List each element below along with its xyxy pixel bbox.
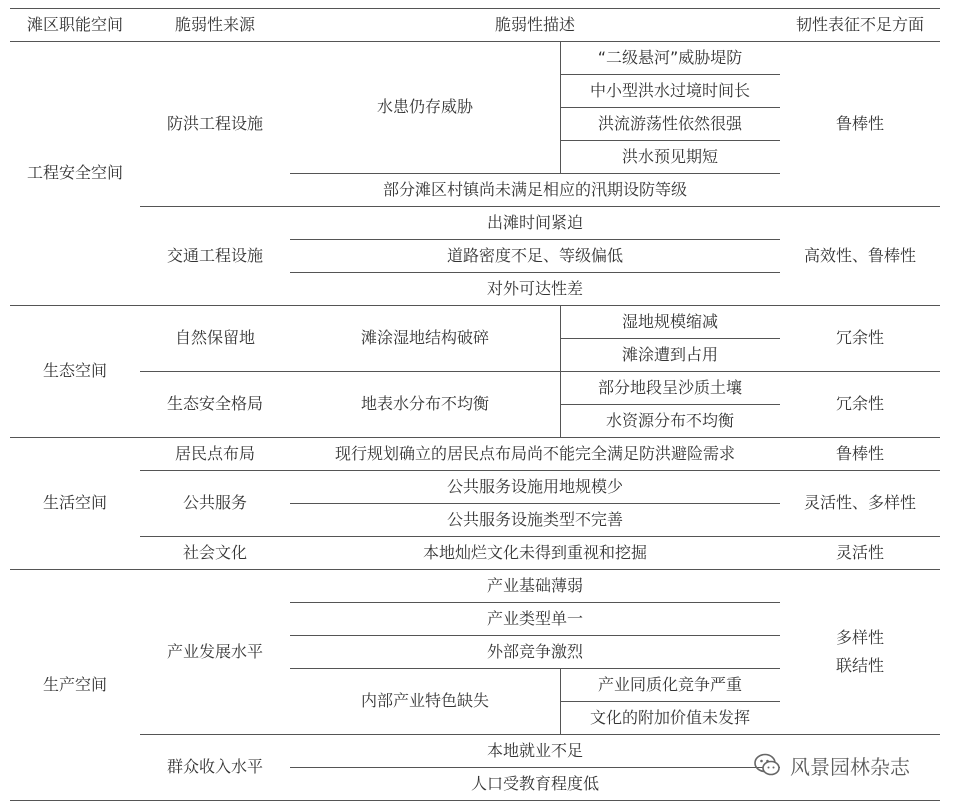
table-cell-res-robust-1: 鲁棒性 [835,113,884,133]
table-rule-h [140,371,940,372]
header-cell-h-source: 脆弱性来源 [174,14,255,34]
table-rule-h [140,734,940,735]
table-cell-d-forecast: 洪水预见期短 [621,146,718,166]
table-cell-src-culture: 社会文化 [182,542,247,562]
table-rule-h [10,569,940,570]
table-cell-res-robust-2: 鲁棒性 [835,443,884,463]
header-cell-h-desc: 脆弱性描述 [494,14,575,34]
table-rule-h [140,536,940,537]
table-cell-space-production: 生产空间 [42,674,107,694]
table-cell-d-public-type: 公共服务设施类型不完善 [446,509,623,529]
table-rule-h [290,239,780,240]
table-cell-res-redundancy-2: 冗余性 [835,394,884,413]
table-cell-d-culture: 本地灿烂文化未得到重视和挖掘 [422,542,647,562]
table-cell-d-employment: 本地就业不足 [486,740,583,760]
table-cell-src-industry: 产业发展水平 [166,641,263,661]
table-cell-d-road-density: 道路密度不足、等级偏低 [446,245,623,265]
table-cell-d-wetland-shrink: 湿地规模缩减 [621,311,718,331]
table-cell-d-surface-water: 地表水分布不均衡 [360,394,489,413]
table-rule-h [560,74,780,75]
watermark-text: 风景园林杂志 [790,754,910,779]
table-cell-d-industry-weak: 产业基础薄弱 [486,575,583,595]
table-rule-h [10,800,940,801]
table-rule-h [290,635,780,636]
table-rule-h [10,437,940,438]
table-rule-h [140,206,940,207]
table-rule-h [10,8,940,9]
table-rule-h [290,602,780,603]
table-cell-d-sandy-soil: 部分地段呈沙质土壤 [597,377,742,397]
header-cell-h-space: 滩区职能空间 [26,14,123,34]
table-rule-h [290,173,780,174]
table-rule-h [290,503,780,504]
table-cell-space-engineering: 工程安全空间 [26,163,123,182]
table-cell-d-wetland-damage: 滩涂湿地结构破碎 [360,328,489,347]
table-cell-src-income: 群众收入水平 [166,757,263,776]
table-cell-space-ecology: 生态空间 [42,361,107,380]
table-cell-d-evacuation-time: 出滩时间紧迫 [486,212,583,232]
table-cell-d-public-land: 公共服务设施用地规模少 [446,476,623,496]
table-cell-d-education: 人口受教育程度低 [470,773,599,793]
table-cell-d-no-feature: 内部产业特色缺失 [360,691,489,710]
table-rule-h [290,767,780,768]
table-cell-src-traffic: 交通工程设施 [166,245,263,265]
table-rule-v [560,41,561,173]
table-cell-d-flood-threat: 水患仍存威胁 [376,97,473,116]
table-cell-res-redundancy-1: 冗余性 [835,328,884,347]
table-cell-res-flexibility: 灵活性 [835,542,884,562]
table-rule-h [560,701,780,702]
table-rule-h [290,668,780,669]
table-cell-d-accessibility: 对外可达性差 [486,278,583,298]
table-cell-src-nature-reserve: 自然保留地 [174,328,255,347]
table-cell-d-flow-swing: 洪流游荡性依然很强 [597,113,742,133]
table-rule-h [290,272,780,273]
table-cell-res-efficiency-robust: 高效性、鲁棒性 [803,245,916,265]
table-cell-src-eco-pattern: 生态安全格局 [166,394,263,413]
table-cell-d-tidal-occupied: 滩涂遭到占用 [621,344,718,364]
wechat-icon [752,750,782,780]
table-cell-d-cultural-value: 文化的附加价值未发挥 [589,707,750,727]
table-rule-h [140,470,940,471]
table-rule-h [10,41,940,42]
table-cell-d-industry-single: 产业类型单一 [486,608,583,628]
table-cell-space-living: 生活空间 [42,493,107,512]
table-rule-v [560,305,561,371]
table-rule-h [10,305,940,306]
header-cell-h-resilience: 韧性表征不足方面 [795,14,924,34]
watermark [752,748,910,782]
table-cell-res-diverse-connect: 多样性 联结性 [835,627,884,675]
table-rule-h [560,338,780,339]
table-cell-d-suspended-river: “二级悬河”威胁堤防 [597,47,743,67]
table-cell-src-public-service: 公共服务 [182,493,247,512]
table-cell-d-water-resource: 水资源分布不均衡 [605,410,734,430]
table-rule-h [560,404,780,405]
table-cell-src-flood-control: 防洪工程设施 [166,113,263,133]
table-cell-d-village-standard: 部分滩区村镇尚未满足相应的汛期设防等级 [382,179,687,199]
table-rule-h [560,140,780,141]
table-cell-res-flex-diverse: 灵活性、多样性 [803,493,916,512]
table-rule-h [560,107,780,108]
table-cell-d-flood-duration: 中小型洪水过境时间长 [589,80,750,100]
table-cell-d-homogeneous: 产业同质化竞争严重 [597,674,742,694]
table-cell-d-competition: 外部竞争激烈 [486,641,583,661]
table-rule-v [560,668,561,734]
table-cell-src-settlement: 居民点布局 [174,443,255,463]
table-rule-v [560,371,561,437]
table-cell-d-settlement-plan: 现行规划确立的居民点布局尚不能完全满足防洪避险需求 [334,443,735,463]
